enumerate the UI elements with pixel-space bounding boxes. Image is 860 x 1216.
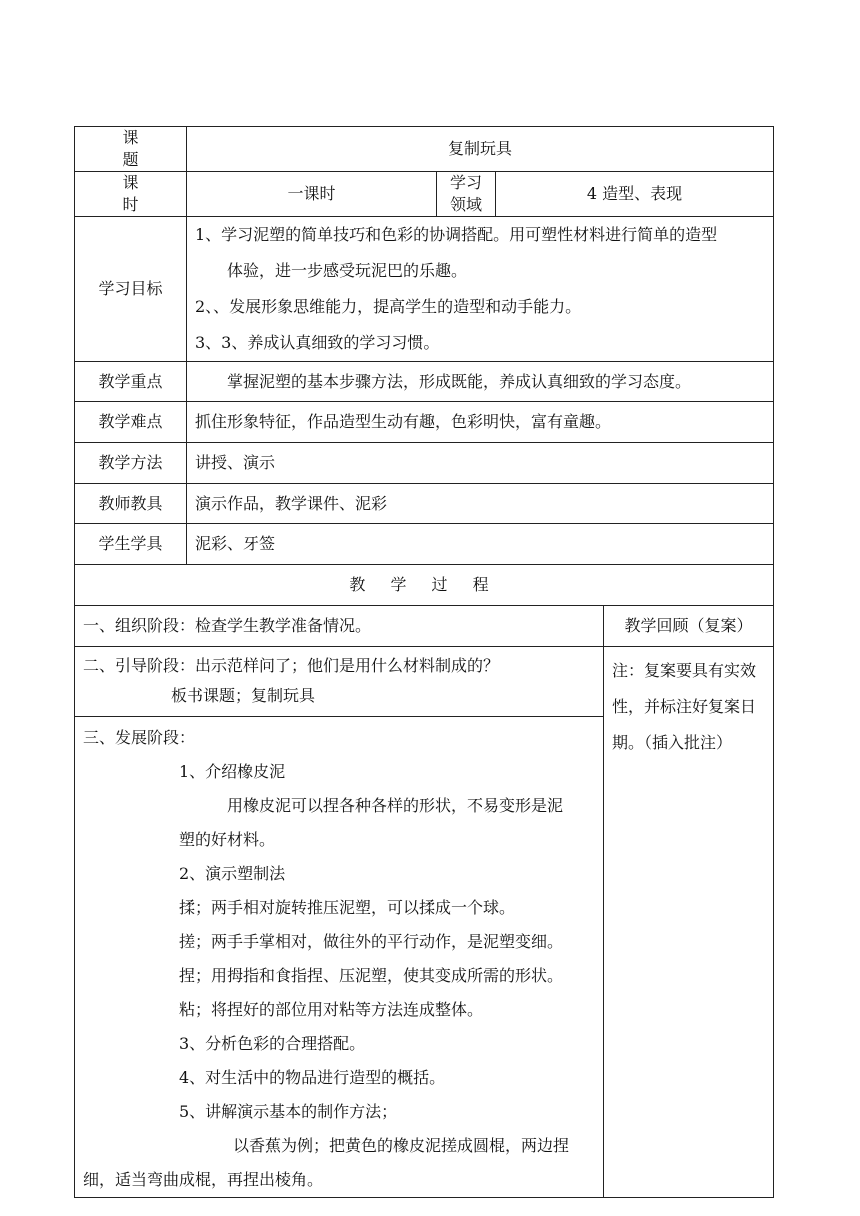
- stage3-line: 4、对生活中的物品进行造型的概括。: [179, 1068, 446, 1087]
- stage3-line: 揉；两手相对旋转推压泥塑，可以揉成一个球。: [179, 898, 516, 917]
- stage3-line: 粘；将捏好的部位用对粘等方法连成整体。: [179, 1000, 484, 1019]
- stage3-title: 三、发展阶段：: [83, 728, 196, 747]
- goal-item: 体验，进一步感受玩泥巴的乐趣。: [227, 261, 468, 280]
- goals-label: 学习目标: [75, 217, 187, 362]
- notes-line: 注：复案要具有实效: [612, 661, 757, 680]
- period-label: 课 时: [75, 172, 187, 217]
- stage3-line: 用橡皮泥可以捏各种各样的形状，不易变形是泥: [227, 796, 564, 815]
- student-tools-row: [75, 524, 774, 565]
- stage1-row: [75, 606, 774, 647]
- methods-value: 讲授、演示: [187, 443, 774, 484]
- stage3-line: 5、讲解演示基本的制作方法；: [179, 1102, 398, 1121]
- stage2-row: [75, 647, 774, 717]
- teacher-tools-value: 演示作品，教学课件、泥彩: [187, 484, 774, 524]
- lesson-plan-table: [74, 126, 774, 1198]
- notes-line: 期。（插入批注）: [612, 733, 733, 752]
- area-value: 4 造型、表现: [496, 172, 774, 217]
- difficulties-value: 抓住形象特征，作品造型生动有趣，色彩明快，富有童趣。: [187, 402, 774, 443]
- notes-line: 性，并标注好复案日: [612, 697, 757, 716]
- teacher-tools-row: [75, 484, 774, 524]
- student-tools-label: 学生学具: [75, 524, 187, 565]
- goals-row: [75, 217, 774, 362]
- process-heading: 教 学 过 程: [75, 565, 774, 606]
- stage3-line: 以香蕉为例；把黄色的橡皮泥搓成圆棍，两边捏: [233, 1136, 570, 1155]
- key-points-label: 教学重点: [75, 362, 187, 402]
- goal-item: 3、3、养成认真细致的学习习惯。: [195, 333, 440, 352]
- stage3-line: 捏；用拇指和食指捏、压泥塑，使其变成所需的形状。: [179, 966, 564, 985]
- student-tools-value: 泥彩、牙签: [187, 524, 774, 565]
- process-heading-row: [75, 565, 774, 606]
- stage3-line: 搓；两手手掌相对，做往外的平行动作，是泥塑变细。: [179, 932, 564, 951]
- stage3-line: 1、介绍橡皮泥: [179, 762, 286, 781]
- topic-value: 复制玩具: [187, 127, 774, 172]
- methods-row: [75, 443, 774, 484]
- review-heading: 教学回顾（复案）: [604, 606, 774, 647]
- stage3-line: 塑的好材料。: [179, 830, 276, 849]
- stage3-line: 2、演示塑制法: [179, 864, 286, 883]
- review-notes: [604, 647, 774, 1198]
- stage2-line: 板书课题；复制玩具: [171, 686, 316, 705]
- teacher-tools-label: 教师教具: [75, 484, 187, 524]
- topic-label: 课 题: [75, 127, 187, 172]
- stage3-line: 3、分析色彩的合理搭配。: [179, 1034, 366, 1053]
- topic-row: [75, 127, 774, 172]
- stage3-content: [75, 717, 604, 1198]
- difficulties-label: 教学难点: [75, 402, 187, 443]
- goals-content: [187, 217, 774, 362]
- key-points-row: [75, 362, 774, 402]
- key-points-value: 掌握泥塑的基本步骤方法，形成既能，养成认真细致的学习态度。: [187, 362, 774, 402]
- stage2-content: [75, 647, 604, 717]
- goal-item: 1、学习泥塑的简单技巧和色彩的协调搭配。用可塑性材料进行简单的造型: [195, 225, 718, 244]
- difficulties-row: [75, 402, 774, 443]
- stage3-line: 细，适当弯曲成棍，再捏出棱角。: [83, 1170, 324, 1189]
- period-value: 一课时: [187, 172, 437, 217]
- period-row: [75, 172, 774, 217]
- goal-item: 2、、发展形象思维能力，提高学生的造型和动手能力。: [195, 297, 582, 316]
- stage2-line: 二、引导阶段：出示范样问了；他们是用什么材料制成的？: [83, 656, 500, 675]
- methods-label: 教学方法: [75, 443, 187, 484]
- stage1-text: 一、组织阶段：检查学生教学准备情况。: [75, 606, 604, 647]
- area-label: 学习领域: [437, 172, 496, 217]
